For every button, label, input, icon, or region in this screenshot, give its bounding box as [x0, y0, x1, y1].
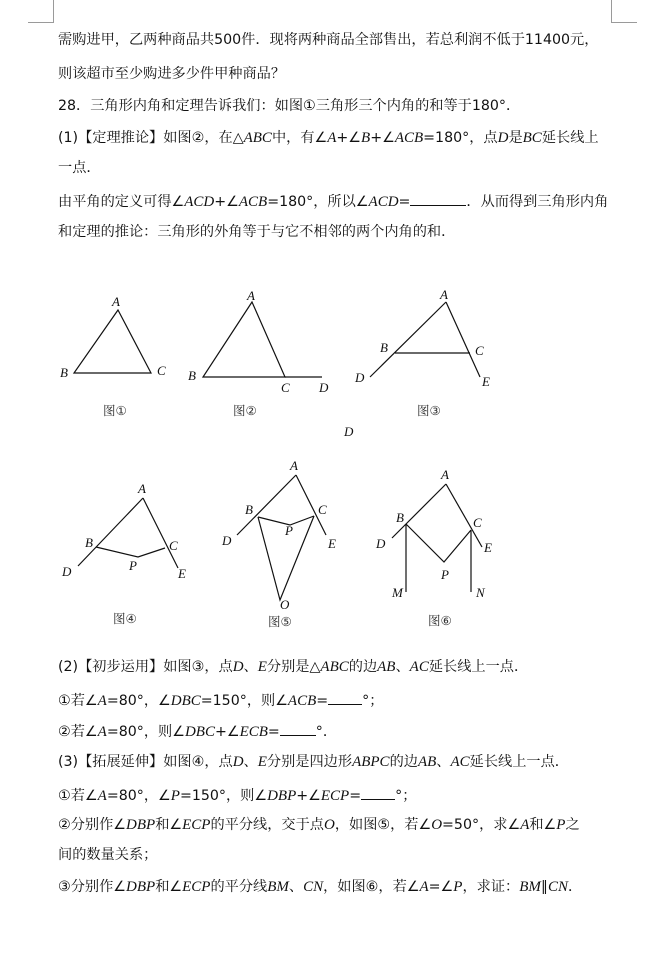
math-var: DBP — [126, 879, 156, 895]
figure-5-label-e: E — [328, 536, 336, 551]
math-var: O — [431, 817, 443, 833]
math-var: B — [361, 130, 371, 146]
text-run: +∠ — [214, 724, 240, 740]
part-3-line-1 — [58, 752, 638, 772]
text-run: 的平分线 — [210, 879, 268, 895]
math-var: P — [170, 788, 180, 804]
math-var: CN — [303, 879, 324, 895]
math-var: D — [232, 754, 244, 770]
figure-5-label-a: A — [290, 458, 298, 473]
text-run: =150°，则∠ — [179, 788, 268, 804]
part-2-line-1 — [58, 657, 638, 677]
text-run: ①若∠ — [58, 788, 98, 804]
text-run: ，如图⑤，若∠ — [334, 817, 432, 833]
text-run: +∠ — [296, 788, 321, 804]
text-run: 、 — [243, 754, 258, 770]
figure-4-label-e: E — [178, 566, 186, 581]
part-1-line-4: 和定理的推论：三角形的外角等于与它不相邻的两个内角的和． — [58, 224, 456, 240]
page-corner-mark-left — [28, 0, 54, 23]
figure-4-label-c: C — [169, 538, 178, 553]
text-run: =180°，所以∠ — [267, 194, 369, 210]
figure-1-label-b: B — [60, 365, 68, 380]
math-var: DBC — [184, 724, 215, 740]
part-3-question-2-line-2: 间的数量关系； — [58, 847, 158, 863]
part-3-question-3 — [58, 877, 638, 897]
text-run: (3)【拓展延伸】如图④，点 — [58, 754, 233, 770]
figure-6-label-c: C — [473, 515, 482, 530]
math-var: BM — [267, 879, 289, 895]
figure-5-label-b: B — [245, 502, 253, 517]
figure-1-triangle — [74, 310, 151, 373]
figure-4-label-b: B — [85, 535, 93, 550]
math-var: DBP — [126, 817, 156, 833]
text-run: 和∠ — [155, 817, 183, 833]
figure-6-path-bpc — [406, 524, 471, 562]
figure-4-label-p: P — [129, 558, 137, 573]
stray-label-d: D — [344, 424, 354, 439]
math-var: ABC — [243, 130, 272, 146]
figure-5-label-p: P — [285, 523, 293, 538]
figure-2-triangle — [203, 302, 285, 377]
figure-6-label-d: D — [376, 536, 386, 551]
math-var: ACD — [368, 194, 399, 210]
text-run: ②分别作∠ — [58, 817, 127, 833]
answer-blank — [410, 190, 466, 206]
math-var: A — [97, 693, 107, 709]
math-var: E — [257, 659, 267, 675]
text-run: =∠ — [428, 879, 454, 895]
figure-2-label-b: B — [188, 368, 196, 383]
figure-4-caption: 图④ — [113, 611, 137, 626]
figure-6-caption: 图⑥ — [428, 613, 452, 628]
figure-2-label-d: D — [319, 380, 329, 395]
part-1-line-2: 一点． — [58, 160, 101, 176]
text-run: +∠ — [214, 194, 239, 210]
figure-1-label-a: A — [112, 294, 120, 309]
text-run: = — [316, 693, 329, 709]
answer-blank — [361, 784, 395, 800]
text-run: 是 — [508, 130, 523, 146]
text-run: =80°，∠ — [106, 693, 171, 709]
figure-4-label-a: A — [138, 481, 146, 496]
math-var: ECP — [182, 879, 211, 895]
figure-6-label-b: B — [396, 510, 404, 525]
figure-4-line-ae — [143, 498, 178, 568]
math-var: A — [97, 788, 107, 804]
text-run: 和∠ — [155, 879, 183, 895]
math-var: ACB — [238, 194, 268, 210]
math-var: A — [520, 817, 530, 833]
figure-4-path-bpc — [96, 547, 165, 557]
text-run: =150°，则∠ — [200, 693, 288, 709]
text-run: 由平角的定义可得∠ — [58, 194, 185, 210]
figure-4-label-d: D — [62, 564, 72, 579]
text-run: (1)【定理推论】如图②，在△ — [58, 130, 244, 146]
text-run: ，求证： — [462, 879, 520, 895]
figure-6-label-e: E — [484, 540, 492, 555]
text-run: 延长线上 — [541, 130, 599, 146]
text-run: = — [267, 724, 280, 740]
figure-3-caption: 图③ — [417, 403, 441, 418]
text-run: 的边 — [389, 754, 418, 770]
math-var: E — [257, 754, 267, 770]
math-var: ACB — [394, 130, 424, 146]
text-run: ． — [568, 879, 583, 895]
figure-3-line-ae — [446, 302, 480, 377]
part-1-line-1 — [58, 128, 638, 148]
part-3-question-1 — [58, 784, 638, 806]
figure-2-label-a: A — [247, 288, 255, 303]
part-2-question-1 — [58, 689, 638, 711]
figure-6-label-a: A — [441, 467, 449, 482]
text-line-1: 需购进甲，乙两种商品共500件．现将两种商品全部售出，若总利润不低于11400元， — [58, 32, 599, 48]
figure-3-label-c: C — [475, 343, 484, 358]
text-run: °； — [395, 788, 417, 804]
text-run: 、 — [395, 659, 410, 675]
text-run: 分别是△ — [266, 659, 321, 675]
text-run: ②若∠ — [58, 724, 98, 740]
math-var: ECP — [320, 788, 350, 804]
text-run: 之 — [565, 817, 580, 833]
math-var: P — [453, 879, 463, 895]
math-var: D — [497, 130, 509, 146]
text-run: =180°，点 — [423, 130, 498, 146]
text-run: ．从而得到三角形内角 — [466, 194, 609, 210]
figure-6-label-p: P — [441, 567, 449, 582]
text-run: ，如图⑥，若∠ — [323, 879, 420, 895]
math-var: ABPC — [352, 754, 390, 770]
math-var: A — [97, 724, 107, 740]
math-var: DBP — [267, 788, 297, 804]
text-run: ③分别作∠ — [58, 879, 127, 895]
figure-1-caption: 图① — [103, 403, 127, 418]
text-run: = — [349, 788, 362, 804]
math-var: BC — [522, 130, 542, 146]
text-run: =80°，则∠ — [106, 724, 185, 740]
figure-5-label-d: D — [222, 533, 232, 548]
math-var: AC — [409, 659, 429, 675]
math-var: AB — [417, 754, 437, 770]
text-run: 中，有∠ — [271, 130, 328, 146]
text-line-2: 则该超市至少购进多少件甲种商品？ — [58, 66, 286, 82]
figure-3-label-e: E — [482, 374, 490, 389]
text-run: 的边 — [348, 659, 378, 675]
figure-1-label-c: C — [157, 363, 166, 378]
text-run: =80°，∠ — [106, 788, 171, 804]
math-var: D — [232, 659, 244, 675]
figure-6-label-n: N — [476, 585, 485, 600]
figure-3-label-b: B — [380, 340, 388, 355]
text-run: °； — [362, 693, 384, 709]
figure-2-caption: 图② — [233, 403, 257, 418]
answer-blank — [328, 689, 362, 705]
text-run: =50°，求∠ — [442, 817, 521, 833]
math-var: DBC — [170, 693, 201, 709]
text-run: +∠ — [336, 130, 362, 146]
figure-3-label-a: A — [440, 287, 448, 302]
text-run: 、 — [436, 754, 451, 770]
figure-3-label-d: D — [355, 370, 365, 385]
part-1-line-3 — [58, 190, 638, 212]
math-var: ABC — [320, 659, 349, 675]
figure-6-label-m: M — [392, 585, 403, 600]
part-3-question-2-line-1 — [58, 815, 638, 835]
math-var: CN — [547, 879, 568, 895]
math-var: AB — [377, 659, 396, 675]
text-run: 延长线上一点． — [428, 659, 529, 675]
math-var: A — [327, 130, 337, 146]
text-run: 、 — [243, 659, 258, 675]
math-var: A — [419, 879, 429, 895]
text-run: 的平分线，交于点 — [210, 817, 324, 833]
text-run: °． — [315, 724, 338, 740]
answer-blank — [280, 720, 316, 736]
text-run: 和∠ — [529, 817, 557, 833]
problem-28-heading: 28．三角形内角和定理告诉我们：如图①三角形三个内角的和等于180°． — [58, 98, 521, 114]
math-var: ECP — [182, 817, 211, 833]
text-run: +∠ — [370, 130, 395, 146]
text-run: 分别是四边形 — [266, 754, 353, 770]
page-corner-mark-right — [611, 0, 637, 23]
text-run: (2)【初步运用】如图③，点 — [58, 659, 233, 675]
math-var: O — [323, 817, 335, 833]
math-var: BM — [519, 879, 541, 895]
text-run: ①若∠ — [58, 693, 98, 709]
math-var: AC — [450, 754, 470, 770]
text-run: ∥ — [540, 879, 548, 895]
figure-5-label-o: O — [280, 597, 290, 612]
figure-5-label-c: C — [318, 502, 327, 517]
figure-2-label-c: C — [281, 380, 290, 395]
figure-5-caption: 图⑤ — [268, 614, 292, 629]
math-var: P — [556, 817, 566, 833]
part-2-question-2 — [58, 720, 638, 742]
math-var: ACB — [287, 693, 317, 709]
figures-panel — [0, 270, 665, 640]
math-var: ACD — [184, 194, 215, 210]
text-run: = — [398, 194, 411, 210]
text-run: 、 — [288, 879, 304, 895]
math-var: ECB — [239, 724, 268, 740]
text-run: 延长线上一点． — [469, 754, 569, 770]
